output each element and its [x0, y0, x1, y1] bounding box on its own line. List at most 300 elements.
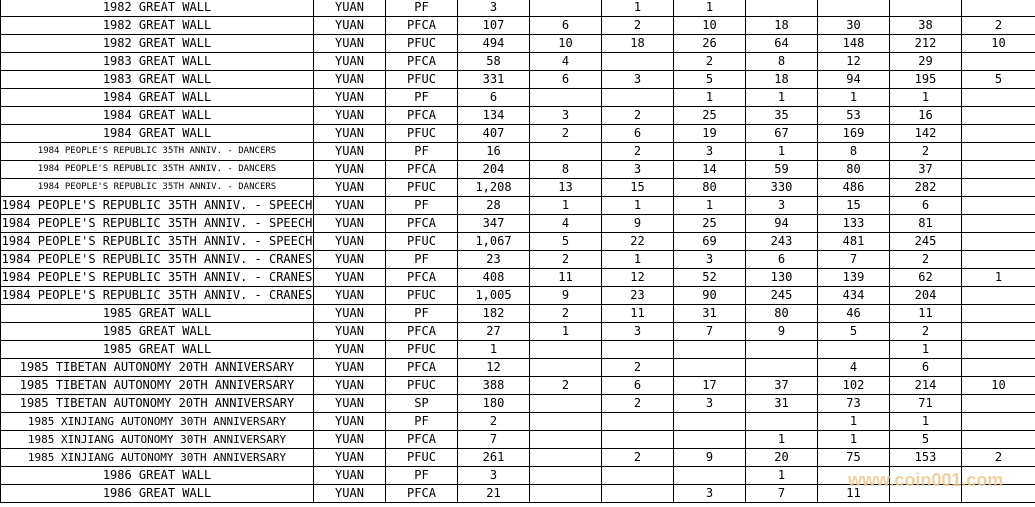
- grade-62-cell[interactable]: 7: [674, 323, 746, 341]
- grade-64-cell[interactable]: 486: [818, 179, 890, 197]
- grade-65-cell[interactable]: [890, 467, 962, 485]
- denomination-cell[interactable]: YUAN: [314, 233, 386, 251]
- grade-64-cell[interactable]: 80: [818, 161, 890, 179]
- grade-63-cell[interactable]: 9: [746, 323, 818, 341]
- table-row[interactable]: [1, 71, 1035, 89]
- grade-type-cell[interactable]: PFCA: [386, 323, 458, 341]
- denomination-cell[interactable]: YUAN: [314, 143, 386, 161]
- grade-61-cell[interactable]: 6: [602, 125, 674, 143]
- total-cell[interactable]: 182: [458, 305, 530, 323]
- denomination-cell[interactable]: YUAN: [314, 215, 386, 233]
- table-row[interactable]: [1, 233, 1035, 251]
- denomination-cell[interactable]: YUAN: [314, 179, 386, 197]
- grade-64-cell[interactable]: 30: [818, 17, 890, 35]
- grade-60-cell[interactable]: 11: [530, 269, 602, 287]
- denomination-cell[interactable]: YUAN: [314, 287, 386, 305]
- table-row[interactable]: [1, 377, 1035, 395]
- table-row[interactable]: [1, 143, 1035, 161]
- grade-62-cell[interactable]: [674, 341, 746, 359]
- grade-61-cell[interactable]: 3: [602, 161, 674, 179]
- grade-65-cell[interactable]: 38: [890, 17, 962, 35]
- grade-type-cell[interactable]: PFCA: [386, 359, 458, 377]
- grade-61-cell[interactable]: 3: [602, 71, 674, 89]
- grade-60-cell[interactable]: 5: [530, 233, 602, 251]
- grade-64-cell[interactable]: 481: [818, 233, 890, 251]
- grade-63-cell[interactable]: 245: [746, 287, 818, 305]
- total-cell[interactable]: 407: [458, 125, 530, 143]
- table-row[interactable]: [1, 17, 1035, 35]
- grade-61-cell[interactable]: [602, 467, 674, 485]
- denomination-cell[interactable]: YUAN: [314, 161, 386, 179]
- grade-60-cell[interactable]: 8: [530, 161, 602, 179]
- grade-62-cell[interactable]: 1: [674, 197, 746, 215]
- grade-62-cell[interactable]: 90: [674, 287, 746, 305]
- grade-type-cell[interactable]: PFUC: [386, 287, 458, 305]
- grade-62-cell[interactable]: 10: [674, 17, 746, 35]
- grade-66-cell[interactable]: [962, 125, 1035, 143]
- grade-61-cell[interactable]: 12: [602, 269, 674, 287]
- total-cell[interactable]: 21: [458, 485, 530, 503]
- grade-66-cell[interactable]: [962, 53, 1035, 71]
- table-row[interactable]: [1, 35, 1035, 53]
- coin-name-cell[interactable]: 1985 GREAT WALL: [1, 341, 314, 359]
- grade-61-cell[interactable]: 22: [602, 233, 674, 251]
- grade-60-cell[interactable]: 4: [530, 215, 602, 233]
- grade-64-cell[interactable]: 5: [818, 323, 890, 341]
- coin-name-cell[interactable]: 1984 PEOPLE'S REPUBLIC 35TH ANNIV. - DANCERS: [1, 161, 314, 179]
- grade-60-cell[interactable]: [530, 467, 602, 485]
- grade-type-cell[interactable]: PF: [386, 413, 458, 431]
- total-cell[interactable]: 58: [458, 53, 530, 71]
- coin-name-cell[interactable]: 1985 TIBETAN AUTONOMY 20TH ANNIVERSARY: [1, 377, 314, 395]
- grade-66-cell[interactable]: [962, 233, 1035, 251]
- grade-62-cell[interactable]: 17: [674, 377, 746, 395]
- grade-62-cell[interactable]: 2: [674, 53, 746, 71]
- grade-type-cell[interactable]: PF: [386, 143, 458, 161]
- denomination-cell[interactable]: YUAN: [314, 35, 386, 53]
- grade-type-cell[interactable]: PF: [386, 197, 458, 215]
- grade-61-cell[interactable]: [602, 89, 674, 107]
- total-cell[interactable]: 408: [458, 269, 530, 287]
- total-cell[interactable]: 107: [458, 17, 530, 35]
- grade-60-cell[interactable]: 13: [530, 179, 602, 197]
- denomination-cell[interactable]: YUAN: [314, 89, 386, 107]
- grade-65-cell[interactable]: 71: [890, 395, 962, 413]
- grade-65-cell[interactable]: 2: [890, 143, 962, 161]
- grade-65-cell[interactable]: 1: [890, 413, 962, 431]
- grade-66-cell[interactable]: [962, 287, 1035, 305]
- grade-type-cell[interactable]: PFUC: [386, 233, 458, 251]
- grade-65-cell[interactable]: 6: [890, 197, 962, 215]
- grade-60-cell[interactable]: 4: [530, 53, 602, 71]
- coin-name-cell[interactable]: 1984 PEOPLE'S REPUBLIC 35TH ANNIV. - DANCERS: [1, 179, 314, 197]
- grade-66-cell[interactable]: 10: [962, 35, 1035, 53]
- total-cell[interactable]: 1: [458, 341, 530, 359]
- grade-66-cell[interactable]: [962, 0, 1035, 17]
- grade-64-cell[interactable]: 73: [818, 395, 890, 413]
- denomination-cell[interactable]: YUAN: [314, 413, 386, 431]
- coin-name-cell[interactable]: 1984 GREAT WALL: [1, 89, 314, 107]
- grade-60-cell[interactable]: 9: [530, 287, 602, 305]
- denomination-cell[interactable]: YUAN: [314, 431, 386, 449]
- grade-65-cell[interactable]: [890, 0, 962, 17]
- grade-60-cell[interactable]: [530, 143, 602, 161]
- grade-60-cell[interactable]: [530, 449, 602, 467]
- total-cell[interactable]: 27: [458, 323, 530, 341]
- grade-63-cell[interactable]: 67: [746, 125, 818, 143]
- denomination-cell[interactable]: YUAN: [314, 71, 386, 89]
- grade-66-cell[interactable]: [962, 467, 1035, 485]
- denomination-cell[interactable]: YUAN: [314, 251, 386, 269]
- grade-64-cell[interactable]: 1: [818, 89, 890, 107]
- grade-66-cell[interactable]: [962, 359, 1035, 377]
- grade-63-cell[interactable]: 94: [746, 215, 818, 233]
- grade-61-cell[interactable]: 2: [602, 17, 674, 35]
- grade-66-cell[interactable]: 5: [962, 71, 1035, 89]
- grade-62-cell[interactable]: 26: [674, 35, 746, 53]
- table-row[interactable]: [1, 89, 1035, 107]
- denomination-cell[interactable]: YUAN: [314, 377, 386, 395]
- coin-name-cell[interactable]: 1984 PEOPLE'S REPUBLIC 35TH ANNIV. - SPEECH: [1, 215, 314, 233]
- total-cell[interactable]: 28: [458, 197, 530, 215]
- grade-61-cell[interactable]: 2: [602, 107, 674, 125]
- grade-63-cell[interactable]: 6: [746, 251, 818, 269]
- grade-66-cell[interactable]: 1: [962, 269, 1035, 287]
- grade-63-cell[interactable]: 243: [746, 233, 818, 251]
- coin-name-cell[interactable]: 1985 XINJIANG AUTONOMY 30TH ANNIVERSARY: [1, 449, 314, 467]
- grade-type-cell[interactable]: PF: [386, 0, 458, 17]
- grade-62-cell[interactable]: 1: [674, 89, 746, 107]
- total-cell[interactable]: 180: [458, 395, 530, 413]
- grade-62-cell[interactable]: 3: [674, 395, 746, 413]
- grade-type-cell[interactable]: PF: [386, 467, 458, 485]
- total-cell[interactable]: 3: [458, 467, 530, 485]
- coin-name-cell[interactable]: 1986 GREAT WALL: [1, 467, 314, 485]
- grade-62-cell[interactable]: [674, 413, 746, 431]
- total-cell[interactable]: 261: [458, 449, 530, 467]
- total-cell[interactable]: 6: [458, 89, 530, 107]
- total-cell[interactable]: 1,067: [458, 233, 530, 251]
- grade-63-cell[interactable]: 130: [746, 269, 818, 287]
- grade-65-cell[interactable]: 212: [890, 35, 962, 53]
- table-row[interactable]: [1, 287, 1035, 305]
- total-cell[interactable]: 204: [458, 161, 530, 179]
- grade-62-cell[interactable]: 1: [674, 0, 746, 17]
- grade-65-cell[interactable]: 11: [890, 305, 962, 323]
- grade-65-cell[interactable]: 214: [890, 377, 962, 395]
- grade-65-cell[interactable]: 81: [890, 215, 962, 233]
- grade-66-cell[interactable]: [962, 431, 1035, 449]
- denomination-cell[interactable]: YUAN: [314, 485, 386, 503]
- grade-64-cell[interactable]: 434: [818, 287, 890, 305]
- grade-61-cell[interactable]: 18: [602, 35, 674, 53]
- grade-65-cell[interactable]: 204: [890, 287, 962, 305]
- grade-62-cell[interactable]: [674, 467, 746, 485]
- grade-65-cell[interactable]: 37: [890, 161, 962, 179]
- grade-66-cell[interactable]: [962, 179, 1035, 197]
- grade-65-cell[interactable]: 1: [890, 341, 962, 359]
- grade-type-cell[interactable]: PF: [386, 305, 458, 323]
- grade-60-cell[interactable]: [530, 359, 602, 377]
- grade-64-cell[interactable]: 169: [818, 125, 890, 143]
- table-row[interactable]: [1, 431, 1035, 449]
- grade-type-cell[interactable]: PFCA: [386, 53, 458, 71]
- denomination-cell[interactable]: YUAN: [314, 449, 386, 467]
- total-cell[interactable]: 12: [458, 359, 530, 377]
- denomination-cell[interactable]: YUAN: [314, 467, 386, 485]
- grade-61-cell[interactable]: [602, 485, 674, 503]
- table-row[interactable]: [1, 197, 1035, 215]
- grade-62-cell[interactable]: 52: [674, 269, 746, 287]
- denomination-cell[interactable]: YUAN: [314, 0, 386, 17]
- grade-type-cell[interactable]: PFUC: [386, 341, 458, 359]
- table-row[interactable]: [1, 395, 1035, 413]
- grade-63-cell[interactable]: 80: [746, 305, 818, 323]
- coin-name-cell[interactable]: 1982 GREAT WALL: [1, 17, 314, 35]
- table-row[interactable]: [1, 179, 1035, 197]
- grade-60-cell[interactable]: 1: [530, 197, 602, 215]
- grade-60-cell[interactable]: 6: [530, 71, 602, 89]
- grade-type-cell[interactable]: PFCA: [386, 485, 458, 503]
- grade-60-cell[interactable]: [530, 0, 602, 17]
- grade-66-cell[interactable]: [962, 197, 1035, 215]
- grade-type-cell[interactable]: PFUC: [386, 377, 458, 395]
- grade-64-cell[interactable]: 15: [818, 197, 890, 215]
- coin-name-cell[interactable]: 1986 GREAT WALL: [1, 485, 314, 503]
- grade-61-cell[interactable]: 2: [602, 143, 674, 161]
- grade-60-cell[interactable]: 3: [530, 107, 602, 125]
- grade-63-cell[interactable]: [746, 359, 818, 377]
- grade-64-cell[interactable]: 1: [818, 413, 890, 431]
- grade-63-cell[interactable]: 1: [746, 143, 818, 161]
- grade-63-cell[interactable]: 35: [746, 107, 818, 125]
- grade-66-cell[interactable]: [962, 413, 1035, 431]
- total-cell[interactable]: 16: [458, 143, 530, 161]
- denomination-cell[interactable]: YUAN: [314, 107, 386, 125]
- grade-66-cell[interactable]: [962, 323, 1035, 341]
- grade-64-cell[interactable]: 139: [818, 269, 890, 287]
- grade-63-cell[interactable]: [746, 341, 818, 359]
- grade-66-cell[interactable]: [962, 395, 1035, 413]
- grade-type-cell[interactable]: PFUC: [386, 179, 458, 197]
- coin-name-cell[interactable]: 1984 PEOPLE'S REPUBLIC 35TH ANNIV. - DANCERS: [1, 143, 314, 161]
- grade-64-cell[interactable]: 133: [818, 215, 890, 233]
- table-row[interactable]: [1, 467, 1035, 485]
- grade-63-cell[interactable]: 18: [746, 71, 818, 89]
- total-cell[interactable]: 1,208: [458, 179, 530, 197]
- grade-61-cell[interactable]: 2: [602, 449, 674, 467]
- grade-65-cell[interactable]: 153: [890, 449, 962, 467]
- grade-62-cell[interactable]: 9: [674, 449, 746, 467]
- grade-62-cell[interactable]: 31: [674, 305, 746, 323]
- grade-60-cell[interactable]: [530, 413, 602, 431]
- denomination-cell[interactable]: YUAN: [314, 125, 386, 143]
- denomination-cell[interactable]: YUAN: [314, 53, 386, 71]
- grade-61-cell[interactable]: 3: [602, 323, 674, 341]
- grade-65-cell[interactable]: 29: [890, 53, 962, 71]
- grade-type-cell[interactable]: PFUC: [386, 125, 458, 143]
- grade-65-cell[interactable]: 6: [890, 359, 962, 377]
- grade-63-cell[interactable]: 1: [746, 467, 818, 485]
- grade-66-cell[interactable]: 2: [962, 17, 1035, 35]
- grade-60-cell[interactable]: [530, 485, 602, 503]
- coin-name-cell[interactable]: 1982 GREAT WALL: [1, 35, 314, 53]
- grade-62-cell[interactable]: 25: [674, 107, 746, 125]
- grade-66-cell[interactable]: [962, 485, 1035, 503]
- grade-65-cell[interactable]: 5: [890, 431, 962, 449]
- grade-64-cell[interactable]: [818, 0, 890, 17]
- table-row[interactable]: [1, 251, 1035, 269]
- grade-63-cell[interactable]: 18: [746, 17, 818, 35]
- grade-type-cell[interactable]: PF: [386, 251, 458, 269]
- grade-63-cell[interactable]: [746, 0, 818, 17]
- grade-type-cell[interactable]: PFCA: [386, 17, 458, 35]
- grade-61-cell[interactable]: 1: [602, 251, 674, 269]
- grade-63-cell[interactable]: 330: [746, 179, 818, 197]
- grade-65-cell[interactable]: 2: [890, 323, 962, 341]
- grade-64-cell[interactable]: 7: [818, 251, 890, 269]
- denomination-cell[interactable]: YUAN: [314, 269, 386, 287]
- grade-64-cell[interactable]: 8: [818, 143, 890, 161]
- grade-type-cell[interactable]: PFUC: [386, 449, 458, 467]
- grade-type-cell[interactable]: PFUC: [386, 35, 458, 53]
- table-row[interactable]: [1, 161, 1035, 179]
- denomination-cell[interactable]: YUAN: [314, 395, 386, 413]
- total-cell[interactable]: 134: [458, 107, 530, 125]
- grade-60-cell[interactable]: 10: [530, 35, 602, 53]
- grade-62-cell[interactable]: 80: [674, 179, 746, 197]
- grade-63-cell[interactable]: 1: [746, 431, 818, 449]
- grade-66-cell[interactable]: 2: [962, 449, 1035, 467]
- total-cell[interactable]: 2: [458, 413, 530, 431]
- denomination-cell[interactable]: YUAN: [314, 17, 386, 35]
- grade-60-cell[interactable]: [530, 341, 602, 359]
- grade-66-cell[interactable]: [962, 89, 1035, 107]
- grade-64-cell[interactable]: 94: [818, 71, 890, 89]
- grade-64-cell[interactable]: 1: [818, 431, 890, 449]
- grade-63-cell[interactable]: 3: [746, 197, 818, 215]
- table-row[interactable]: [1, 359, 1035, 377]
- coin-name-cell[interactable]: 1983 GREAT WALL: [1, 71, 314, 89]
- coin-name-cell[interactable]: 1984 PEOPLE'S REPUBLIC 35TH ANNIV. - CRANES: [1, 251, 314, 269]
- grade-62-cell[interactable]: 14: [674, 161, 746, 179]
- total-cell[interactable]: 23: [458, 251, 530, 269]
- grade-63-cell[interactable]: [746, 413, 818, 431]
- grade-65-cell[interactable]: 195: [890, 71, 962, 89]
- grade-61-cell[interactable]: [602, 53, 674, 71]
- grade-64-cell[interactable]: 75: [818, 449, 890, 467]
- coin-name-cell[interactable]: 1984 GREAT WALL: [1, 125, 314, 143]
- grade-63-cell[interactable]: 8: [746, 53, 818, 71]
- grade-61-cell[interactable]: 2: [602, 359, 674, 377]
- grade-66-cell[interactable]: [962, 143, 1035, 161]
- grade-62-cell[interactable]: 3: [674, 485, 746, 503]
- grade-66-cell[interactable]: [962, 215, 1035, 233]
- coin-name-cell[interactable]: 1983 GREAT WALL: [1, 53, 314, 71]
- grade-type-cell[interactable]: PFCA: [386, 431, 458, 449]
- coin-name-cell[interactable]: 1984 PEOPLE'S REPUBLIC 35TH ANNIV. - SPEECH: [1, 233, 314, 251]
- grade-61-cell[interactable]: 11: [602, 305, 674, 323]
- total-cell[interactable]: 388: [458, 377, 530, 395]
- table-row[interactable]: [1, 0, 1035, 17]
- grade-61-cell[interactable]: 15: [602, 179, 674, 197]
- table-row[interactable]: [1, 341, 1035, 359]
- total-cell[interactable]: 331: [458, 71, 530, 89]
- grade-type-cell[interactable]: PFCA: [386, 215, 458, 233]
- table-row[interactable]: [1, 485, 1035, 503]
- total-cell[interactable]: 7: [458, 431, 530, 449]
- grade-type-cell[interactable]: PFUC: [386, 71, 458, 89]
- grade-60-cell[interactable]: 2: [530, 377, 602, 395]
- grade-61-cell[interactable]: 6: [602, 377, 674, 395]
- table-row[interactable]: [1, 305, 1035, 323]
- denomination-cell[interactable]: YUAN: [314, 305, 386, 323]
- grade-66-cell[interactable]: [962, 251, 1035, 269]
- grade-64-cell[interactable]: [818, 467, 890, 485]
- grade-64-cell[interactable]: 53: [818, 107, 890, 125]
- grade-65-cell[interactable]: 245: [890, 233, 962, 251]
- grade-64-cell[interactable]: 4: [818, 359, 890, 377]
- denomination-cell[interactable]: YUAN: [314, 359, 386, 377]
- grade-65-cell[interactable]: [890, 485, 962, 503]
- coin-name-cell[interactable]: 1982 GREAT WALL: [1, 0, 314, 17]
- grade-61-cell[interactable]: 1: [602, 197, 674, 215]
- table-row[interactable]: [1, 449, 1035, 467]
- grade-66-cell[interactable]: [962, 341, 1035, 359]
- grade-64-cell[interactable]: [818, 341, 890, 359]
- grade-62-cell[interactable]: 69: [674, 233, 746, 251]
- grade-65-cell[interactable]: 62: [890, 269, 962, 287]
- grade-62-cell[interactable]: [674, 359, 746, 377]
- grade-64-cell[interactable]: 11: [818, 485, 890, 503]
- grade-64-cell[interactable]: 148: [818, 35, 890, 53]
- coin-name-cell[interactable]: 1985 GREAT WALL: [1, 305, 314, 323]
- coin-name-cell[interactable]: 1985 XINJIANG AUTONOMY 30TH ANNIVERSARY: [1, 431, 314, 449]
- grade-62-cell[interactable]: 25: [674, 215, 746, 233]
- coin-name-cell[interactable]: 1984 PEOPLE'S REPUBLIC 35TH ANNIV. - CRANES: [1, 287, 314, 305]
- grade-60-cell[interactable]: 2: [530, 125, 602, 143]
- grade-62-cell[interactable]: [674, 431, 746, 449]
- grade-61-cell[interactable]: 2: [602, 395, 674, 413]
- grade-63-cell[interactable]: 64: [746, 35, 818, 53]
- table-row[interactable]: [1, 413, 1035, 431]
- grade-type-cell[interactable]: PFCA: [386, 161, 458, 179]
- grade-61-cell[interactable]: [602, 413, 674, 431]
- total-cell[interactable]: 347: [458, 215, 530, 233]
- total-cell[interactable]: 1,005: [458, 287, 530, 305]
- grade-type-cell[interactable]: SP: [386, 395, 458, 413]
- grade-66-cell[interactable]: [962, 107, 1035, 125]
- table-row[interactable]: [1, 107, 1035, 125]
- grade-61-cell[interactable]: [602, 431, 674, 449]
- grade-61-cell[interactable]: [602, 341, 674, 359]
- grade-62-cell[interactable]: 5: [674, 71, 746, 89]
- denomination-cell[interactable]: YUAN: [314, 323, 386, 341]
- coin-name-cell[interactable]: 1984 PEOPLE'S REPUBLIC 35TH ANNIV. - CRANES: [1, 269, 314, 287]
- coin-name-cell[interactable]: 1984 GREAT WALL: [1, 107, 314, 125]
- grade-66-cell[interactable]: [962, 161, 1035, 179]
- grade-62-cell[interactable]: 3: [674, 251, 746, 269]
- grade-type-cell[interactable]: PFCA: [386, 107, 458, 125]
- grade-61-cell[interactable]: 1: [602, 0, 674, 17]
- grade-63-cell[interactable]: 7: [746, 485, 818, 503]
- table-row[interactable]: [1, 215, 1035, 233]
- coin-name-cell[interactable]: 1985 XINJIANG AUTONOMY 30TH ANNIVERSARY: [1, 413, 314, 431]
- grade-65-cell[interactable]: 142: [890, 125, 962, 143]
- grade-60-cell[interactable]: 2: [530, 305, 602, 323]
- denomination-cell[interactable]: YUAN: [314, 197, 386, 215]
- grade-66-cell[interactable]: [962, 305, 1035, 323]
